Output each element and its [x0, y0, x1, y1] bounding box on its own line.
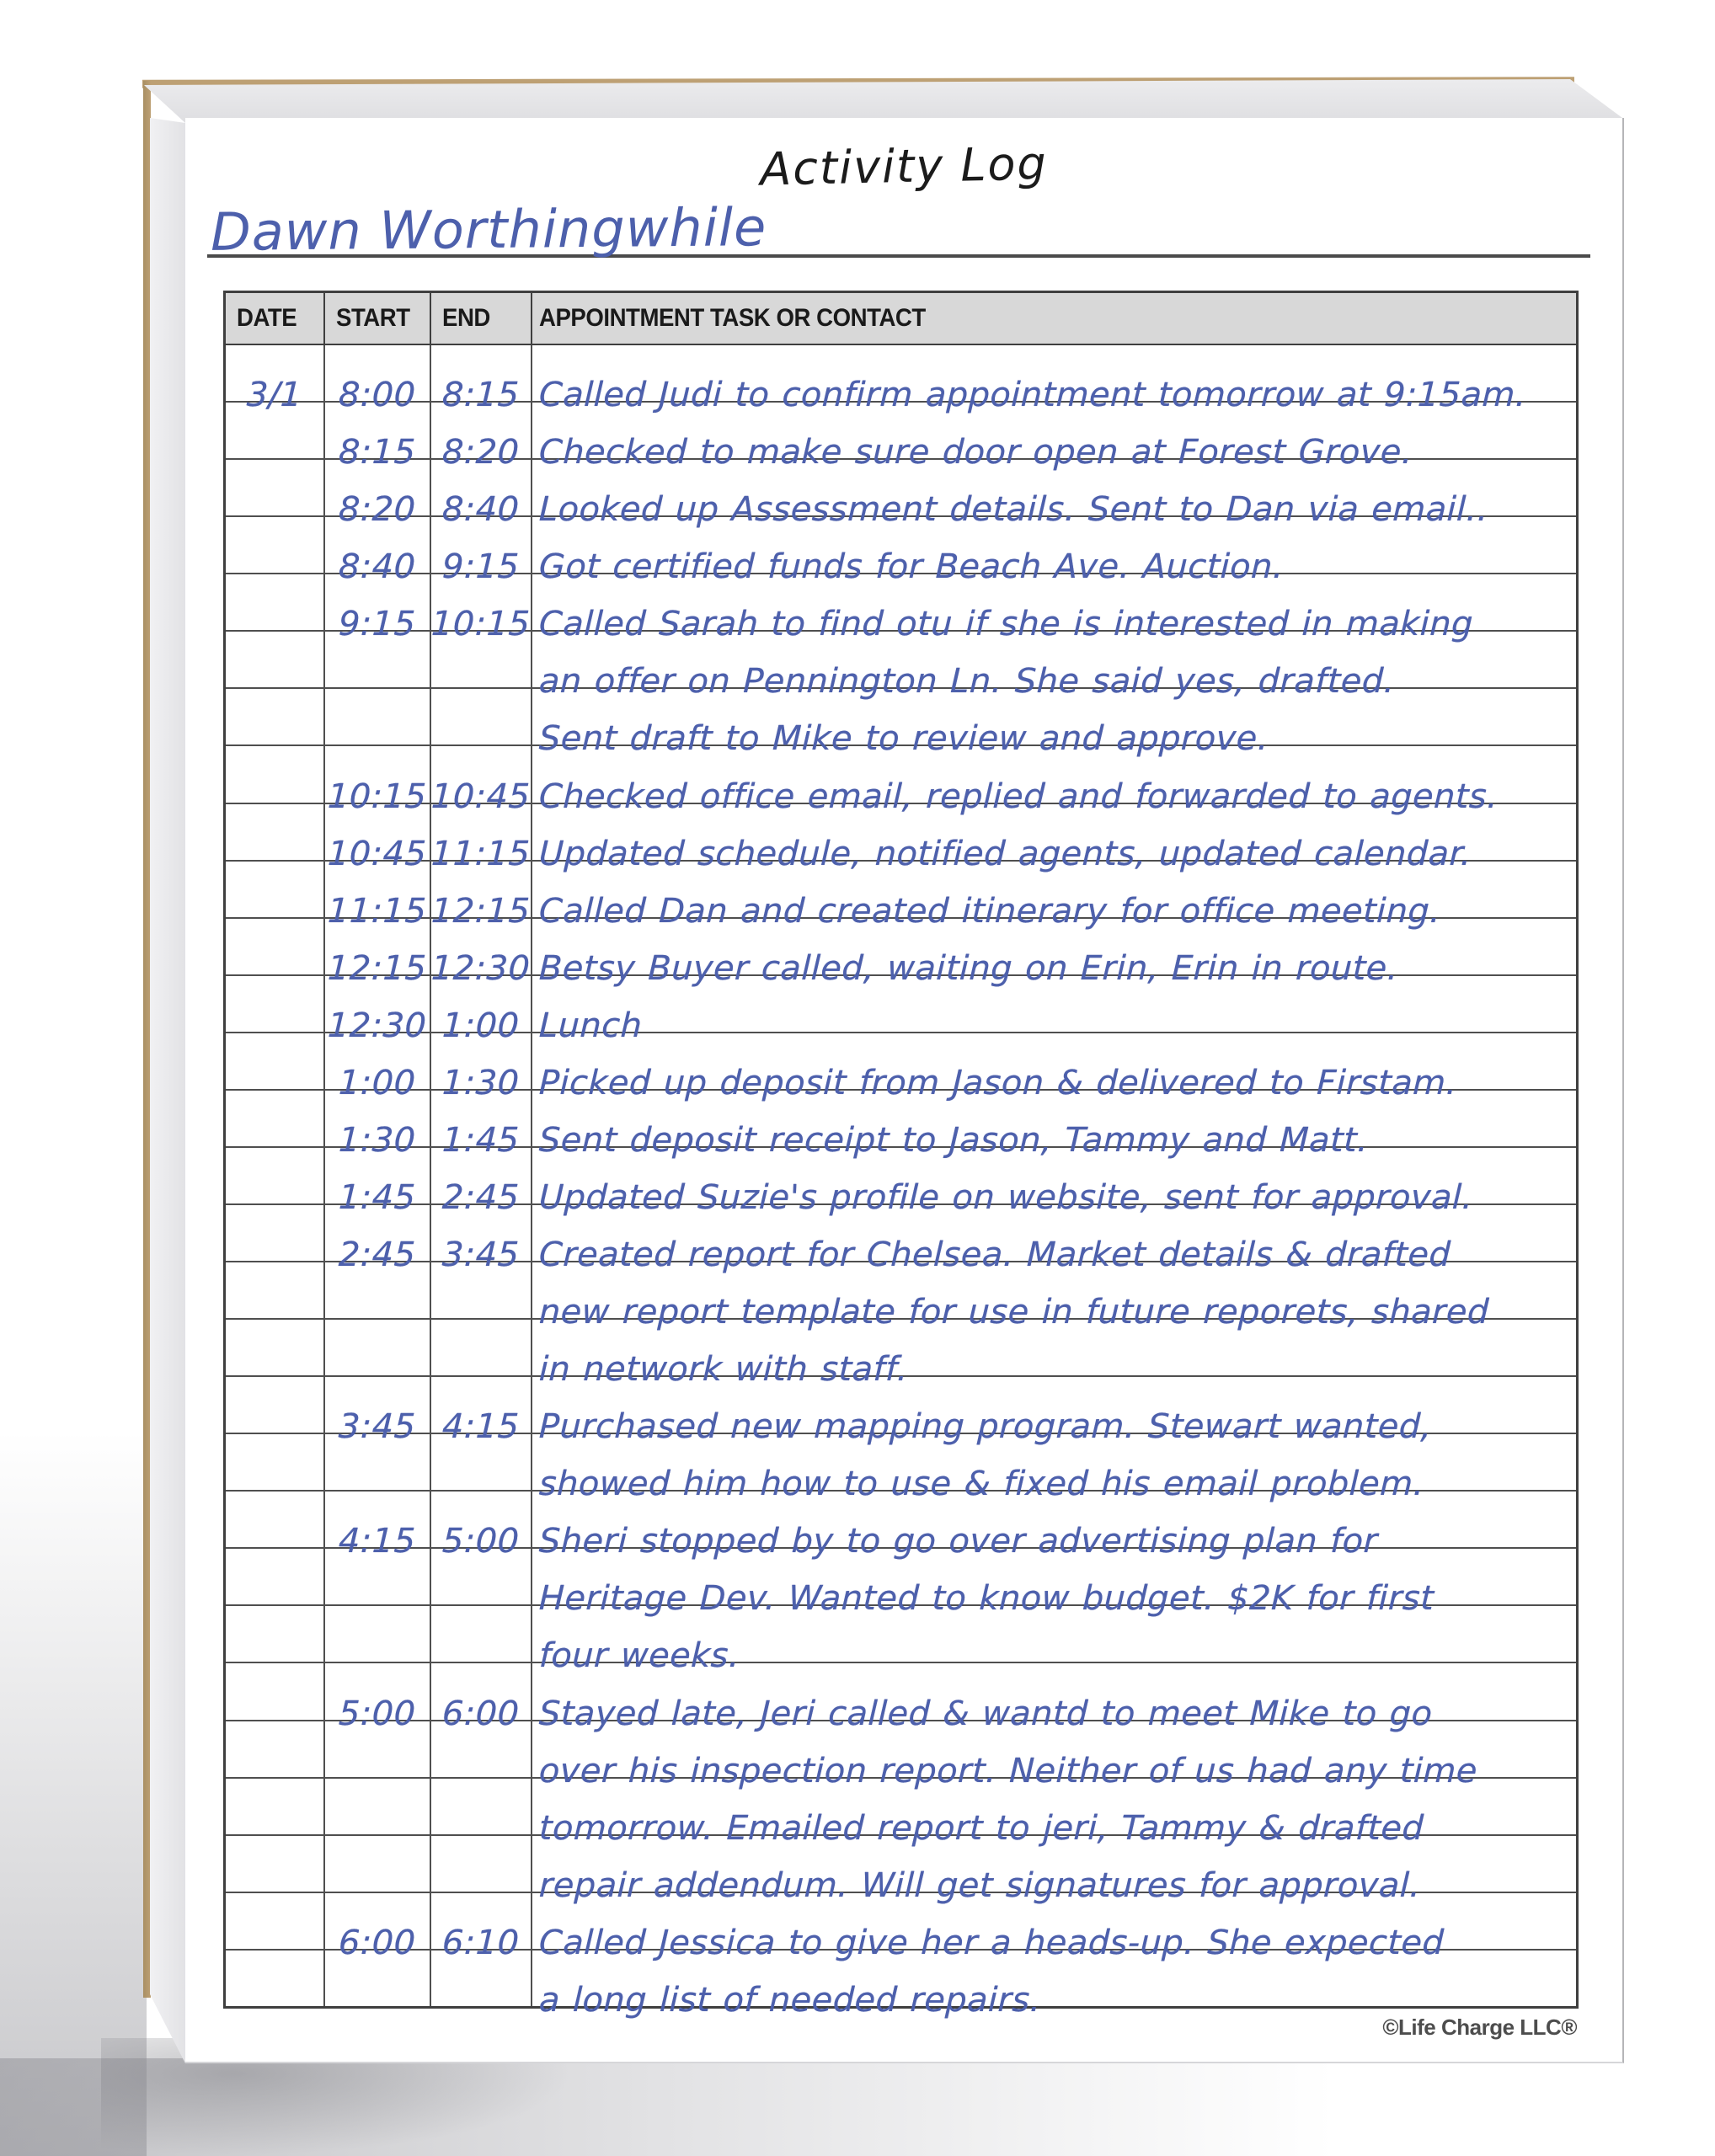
- handwritten-task: Checked to make sure door open at Forest Grove.: [538, 433, 1413, 472]
- table-row: [226, 345, 1576, 415]
- handwritten-task: Sent draft to Mike to review and approve.: [538, 719, 1269, 759]
- handwritten-task: Got certified funds for Beach Ave. Auction.: [538, 547, 1285, 587]
- handwritten-start-time: 6:00: [338, 1923, 417, 1962]
- handwritten-end-time: 10:15: [430, 605, 532, 644]
- table-row: [226, 1033, 1576, 1102]
- handwritten-task: Picked up deposit from Jason & delivered to Firstam.: [538, 1063, 1458, 1102]
- notepad-page: [185, 118, 1624, 2063]
- date-cell: [226, 1606, 325, 1662]
- handwritten-task: Looked up Assessment details. Sent to Dan via email..: [538, 490, 1489, 530]
- start-cell: [325, 689, 431, 744]
- pad-left-page-stack-face: [150, 118, 185, 2063]
- start-cell: [325, 1836, 431, 1892]
- handwritten-end-time: 6:10: [441, 1923, 521, 1962]
- handwritten-task: Called Dan and created itinerary for office meeting.: [538, 891, 1442, 931]
- end-cell: [431, 1893, 532, 1962]
- date-cell: [226, 345, 325, 415]
- date-cell: [226, 976, 325, 1032]
- handwritten-task: Called Judi to confirm appointment tomorrow at 9:15am.: [538, 376, 1527, 415]
- handwritten-end-time: 4:15: [441, 1407, 521, 1447]
- header-task-label: APPOINTMENT TASK OR CONTACT: [539, 304, 926, 332]
- handwritten-end-time: 1:00: [441, 1006, 521, 1045]
- date-cell: [226, 1434, 325, 1490]
- handwritten-end-time: 8:15: [441, 376, 521, 415]
- handwritten-start-time: 12:30: [327, 1006, 428, 1045]
- handwritten-start-time: 8:20: [338, 490, 417, 530]
- handwritten-end-time: 3:45: [441, 1235, 521, 1274]
- handwritten-task: Lunch: [538, 1006, 644, 1045]
- handwritten-task: Purchased new mapping program. Stewart wanted,: [538, 1407, 1433, 1447]
- start-cell: [325, 1779, 431, 1834]
- handwritten-task: Heritage Dev. Wanted to know budget. $2K for first: [538, 1579, 1435, 1619]
- date-cell: [226, 574, 325, 630]
- header-end-label: END: [442, 304, 490, 332]
- date-cell: [226, 1320, 325, 1375]
- header-start: [325, 293, 431, 344]
- handwritten-start-time: 1:30: [338, 1120, 417, 1160]
- handwritten-end-time: 1:45: [441, 1120, 521, 1160]
- handwritten-task: showed him how to use & fixed his email problem.: [538, 1465, 1425, 1504]
- start-cell: [325, 1606, 431, 1662]
- date-cell: [226, 1836, 325, 1892]
- header-start-label: START: [336, 304, 410, 332]
- date-cell: [226, 1091, 325, 1146]
- header-end: [431, 293, 532, 344]
- handwritten-start-time: 12:15: [327, 948, 428, 988]
- handwritten-end-time: 2:45: [441, 1177, 521, 1217]
- handwritten-start-time: 5:00: [338, 1694, 417, 1733]
- end-cell: [430, 746, 532, 816]
- handwritten-task: four weeks.: [538, 1636, 740, 1676]
- end-cell: [431, 1377, 532, 1447]
- date-cell: [226, 632, 325, 687]
- handwritten-name: Dawn Worthingwhile: [210, 196, 767, 263]
- handwritten-task: Updated Suzie's profile on website, sent for approval.: [538, 1177, 1474, 1217]
- handwritten-start-time: 11:15: [327, 891, 428, 931]
- date-cell: [226, 1492, 325, 1547]
- end-cell: [431, 1836, 532, 1892]
- end-cell: [431, 1606, 532, 1662]
- copyright: ©Life Charge LLC®: [1382, 2015, 1577, 2040]
- pad-cardboard-left-edge: [143, 81, 151, 1998]
- handwritten-task: over his inspection report. Neither of us had any time: [538, 1751, 1478, 1790]
- handwritten-task: Sent deposit receipt to Jason, Tammy and Matt.: [538, 1120, 1370, 1160]
- start-cell: [325, 345, 431, 415]
- start-cell: [325, 1320, 431, 1375]
- end-cell: [431, 689, 532, 744]
- handwritten-end-time: 8:20: [441, 433, 521, 472]
- table-row: [226, 1663, 1576, 1733]
- handwritten-end-time: 6:00: [441, 1694, 521, 1733]
- date-cell: [226, 1033, 325, 1089]
- activity-table: [223, 291, 1579, 2020]
- date-cell: [226, 746, 325, 802]
- handwritten-start-time: 8:15: [338, 433, 417, 472]
- handwritten-start-time: 10:45: [327, 834, 428, 873]
- header-task: [532, 293, 1576, 344]
- handwritten-task: Called Sarah to find otu if she is interested in making: [538, 605, 1474, 644]
- handwritten-end-time: 9:15: [441, 547, 521, 587]
- date-cell: [226, 1549, 325, 1604]
- handwritten-task: in network with staff.: [538, 1350, 909, 1390]
- handwritten-end-time: 12:15: [430, 891, 532, 931]
- date-cell: [226, 1262, 325, 1318]
- handwritten-task: repair addendum. Will get signatures for approval.: [538, 1865, 1422, 1905]
- date-cell: [226, 1779, 325, 1834]
- task-cell: [532, 1033, 1576, 1102]
- handwritten-end-time: 1:30: [441, 1063, 521, 1102]
- handwritten-task: Called Jessica to give her a heads-up. She expected: [538, 1923, 1445, 1962]
- handwritten-task: Checked office email, replied and forwarded to agents.: [538, 776, 1499, 816]
- start-cell: [325, 1492, 431, 1561]
- handwritten-end-time: 8:40: [441, 490, 521, 530]
- handwritten-end-time: 11:15: [430, 834, 532, 873]
- start-cell: [325, 1893, 431, 1962]
- table-header-row: [226, 293, 1576, 345]
- date-cell: [226, 1951, 325, 2006]
- end-cell: [431, 1779, 532, 1834]
- handwritten-end-time: 12:30: [430, 948, 532, 988]
- date-cell: [226, 689, 325, 744]
- handwritten-task: a long list of needed repairs.: [538, 1980, 1042, 2020]
- start-cell: [325, 1377, 431, 1447]
- handwritten-start-time: 8:00: [338, 376, 417, 415]
- header-date-label: DATE: [237, 304, 297, 332]
- start-cell: [325, 1663, 431, 1733]
- handwritten-start-time: 3:45: [338, 1407, 417, 1447]
- handwritten-start-time: 4:15: [338, 1522, 417, 1561]
- start-cell: [325, 746, 431, 816]
- handwritten-start-time: 8:40: [338, 547, 417, 587]
- date-cell: [226, 1663, 325, 1719]
- date-cell: [226, 1377, 325, 1433]
- handwritten-task: Stayed late, Jeri called & wantd to meet Mike to go: [538, 1694, 1434, 1733]
- table-body: [226, 345, 1576, 2020]
- handwritten-task: an offer on Pennington Ln. She said yes, drafted.: [538, 662, 1396, 702]
- handwritten-task: tomorrow. Emailed report to jeri, Tammy & drafted: [538, 1808, 1425, 1848]
- date-cell: [226, 1205, 325, 1261]
- handwritten-task: new report template for use in future reporets, shared: [538, 1293, 1490, 1332]
- handwritten-task: Sheri stopped by to go over advertising plan for: [538, 1522, 1379, 1561]
- handwritten-start-time: 10:15: [327, 776, 428, 816]
- handwritten-task: Updated schedule, notified agents, updated calendar.: [538, 834, 1472, 873]
- end-cell: [431, 1320, 532, 1375]
- date-cell: [226, 1893, 325, 1949]
- handwritten-start-time: 9:15: [338, 605, 417, 644]
- end-cell: [431, 1492, 532, 1561]
- date-cell: [226, 804, 325, 860]
- handwritten-end-time: 5:00: [441, 1522, 521, 1561]
- task-cell: [532, 345, 1576, 415]
- handwritten-start-time: 2:45: [338, 1235, 417, 1274]
- date-cell: [226, 1148, 325, 1203]
- date-cell: [226, 919, 325, 974]
- handwritten-date: 3/1: [246, 376, 303, 415]
- end-cell: [431, 1663, 532, 1733]
- handwritten-task: Created report for Chelsea. Market details & drafted: [538, 1235, 1452, 1274]
- header-date: [226, 293, 325, 344]
- handwritten-start-time: 1:45: [338, 1177, 417, 1217]
- date-cell: [226, 862, 325, 917]
- page-title: Activity Log: [759, 136, 1049, 196]
- handwritten-end-time: 10:45: [430, 776, 532, 816]
- date-cell: [226, 1721, 325, 1777]
- handwritten-start-time: 1:00: [338, 1063, 417, 1102]
- date-cell: [226, 460, 325, 515]
- date-cell: [226, 517, 325, 573]
- handwritten-task: Betsy Buyer called, waiting on Erin, Erin in route.: [538, 948, 1399, 988]
- end-cell: [431, 345, 532, 415]
